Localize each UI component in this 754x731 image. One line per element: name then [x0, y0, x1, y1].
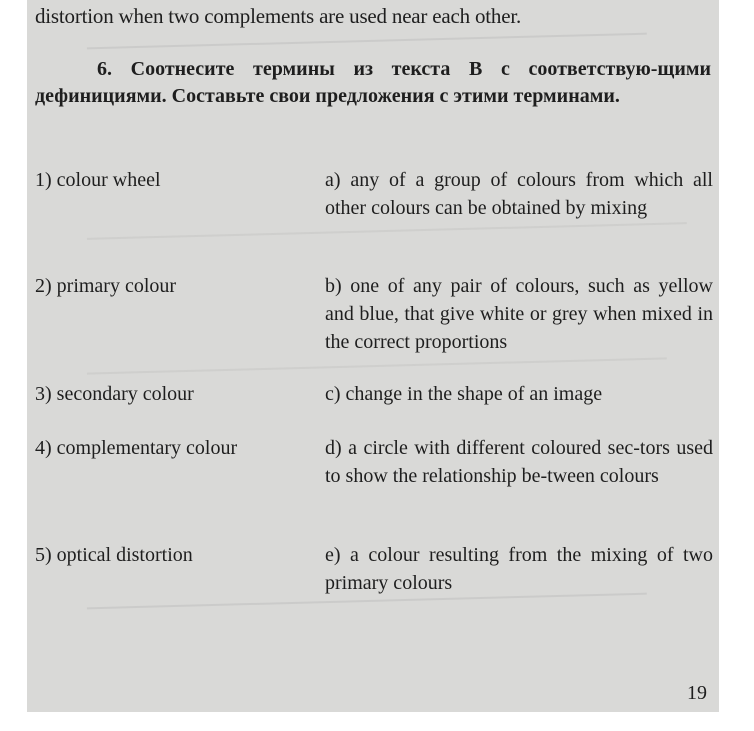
definition: c) change in the shape of an image: [325, 383, 603, 405]
term: 2) primary colour: [35, 275, 177, 297]
previous-paragraph-end: distortion when two complements are used near each other.: [35, 4, 522, 28]
definition: b) one of any pair of colours, such as yellow and blue, that give white or grey when mixed in the correct proportions: [325, 275, 713, 353]
bleed-through-texture: [87, 222, 687, 250]
book-page: [27, 0, 719, 712]
term: 1) colour wheel: [35, 169, 161, 191]
definition: d) a circle with different coloured sec-tors used to show the relationship be-tween colours: [325, 437, 713, 487]
term: 5) optical distortion: [35, 544, 193, 566]
page-number: 19: [687, 682, 707, 704]
term: 3) secondary colour: [35, 383, 194, 405]
definition: e) a colour resulting from the mixing of two primary colours: [325, 544, 713, 594]
definition: a) any of a group of colours from which all other colours can be obtained by mixing: [325, 169, 713, 219]
term: 4) complementary colour: [35, 437, 238, 459]
task-heading: 6. Соотнесите термины из текста B с соответствую-щими дефинициями. Составьте свои предложения с этими терминами.: [35, 58, 711, 107]
